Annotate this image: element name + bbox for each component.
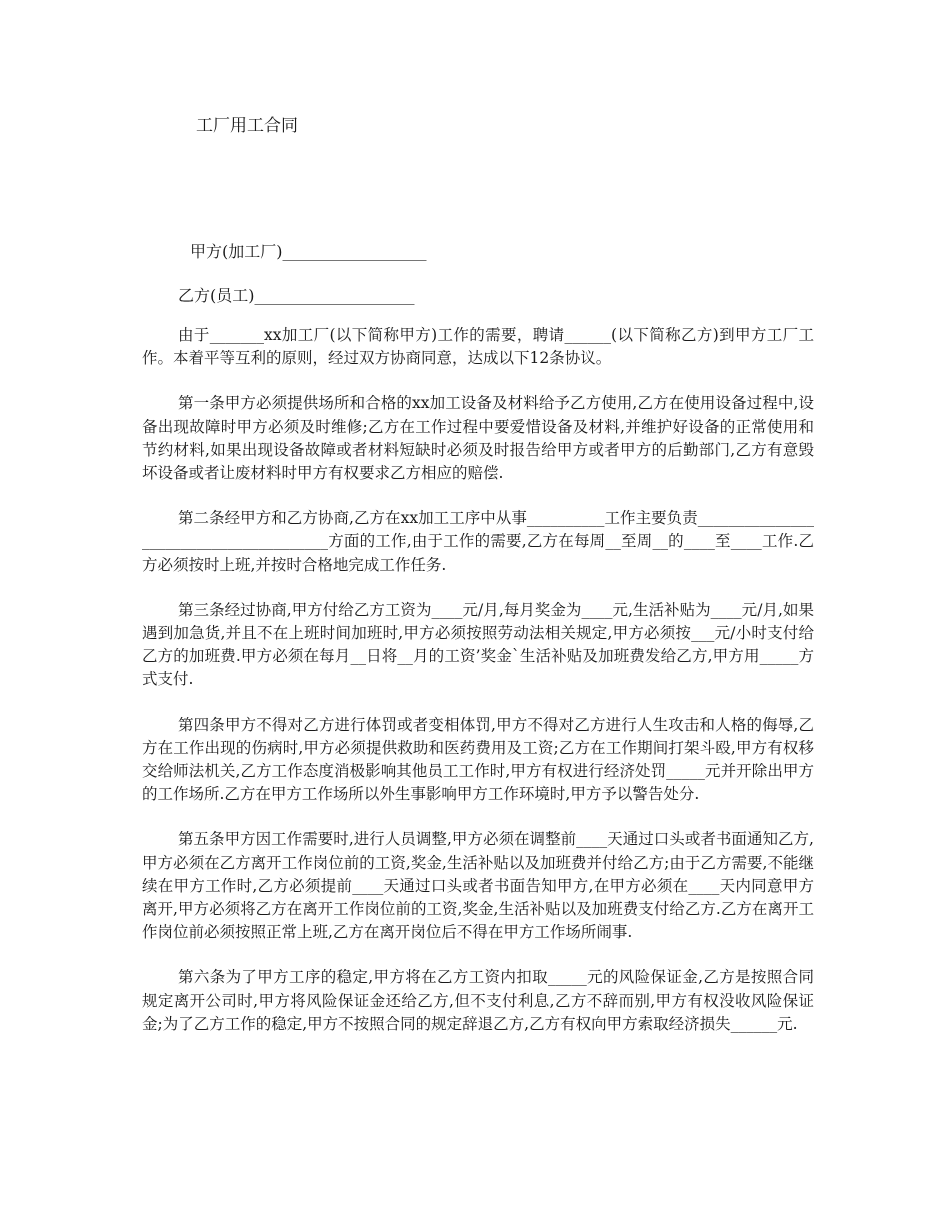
article-2-paragraph: 第二条经甲方和乙方协商,乙方在xx加工工序中从事__________工作主要负责_______________________________________方面的工作,由于工作的需要,乙方在每周__至周__的____至____工作.乙方必须按时上班,并按时合格地完成工作任务.	[142, 509, 814, 574]
article-1-paragraph: 第一条甲方必须提供场所和合格的xx加工设备及材料给予乙方使用,乙方在使用设备过程中,设备出现故障时甲方必须及时维修;乙方在工作过程中要爱惜设备及材料,并维护好设备的正常使用和节约材料,如果出现设备故障或者材料短缺时必须及时报告给甲方或者甲方的后勤部门,乙方有意毁坏设备或者让废材料时甲方有权要求乙方相应的赔偿.	[142, 394, 814, 483]
article-5-paragraph: 第五条甲方因工作需要时,进行人员调整,甲方必须在调整前____天通过口头或者书面通知乙方,甲方必须在乙方离开工作岗位前的工资,奖金,生活补贴以及加班费并付给乙方;由于乙方需要,不能继续在甲方工作时,乙方必须提前____天通过口头或者书面告知甲方,在甲方必须在____天内同意甲方离开,甲方必须将乙方在离开工作岗位前的工资,奖金,生活补贴以及加班费支付给乙方.乙方在离开工作岗位前必须按照正常上班,乙方在离开岗位后不得在甲方工作场所闹事.	[142, 830, 814, 942]
article-4-paragraph: 第四条甲方不得对乙方进行体罚或者变相体罚,甲方不得对乙方进行人生攻击和人格的侮辱,乙方在工作出现的伤病时,甲方必须提供救助和医药费用及工资;乙方在工作期间打架斗殴,甲方有权移交给师法机关,乙方工作态度消极影响其他员工工作时,甲方有权进行经济处罚_____元并开除出甲方的工作场所.乙方在甲方工作场所以外生事影响甲方工作环境时,甲方予以警告处分.	[142, 715, 814, 804]
intro-paragraph: 由于_______xx加工厂(以下简称甲方)工作的需要，聘请______(以下简称乙方)到甲方工厂工作。本着平等互利的原则，经过双方协商同意，达成以下12条协议。	[142, 326, 814, 368]
document-title: 工厂用工合同	[196, 116, 298, 136]
article-6-paragraph: 第六条为了甲方工序的稳定,甲方将在乙方工资内扣取_____元的风险保证金,乙方是按照合同规定离开公司时,甲方将风险保证金还给乙方,但不支付利息,乙方不辞而别,甲方有权没收风险保证金;为了乙方工作的稳定,甲方不按照合同的规定辞退乙方,乙方有权向甲方索取经济损失______元.	[142, 968, 814, 1033]
party-a-line: 甲方(加工厂)__________________	[190, 242, 427, 261]
contract-body	[142, 324, 814, 1058]
party-b-line: 乙方(员工)____________________	[178, 286, 415, 305]
article-3-paragraph: 第三条经过协商,甲方付给乙方工资为____元/月,每月奖金为____元,生活补贴为____元/月,如果遇到加急货,并且不在上班时间加班时,甲方必须按照劳动法相关规定,甲方必须按___元/小时支付给乙方的加班费.甲方必须在每月__日将__月的工资’奖金`生活补贴及加班费发给乙方,甲方用_____方式支付.	[142, 600, 814, 689]
